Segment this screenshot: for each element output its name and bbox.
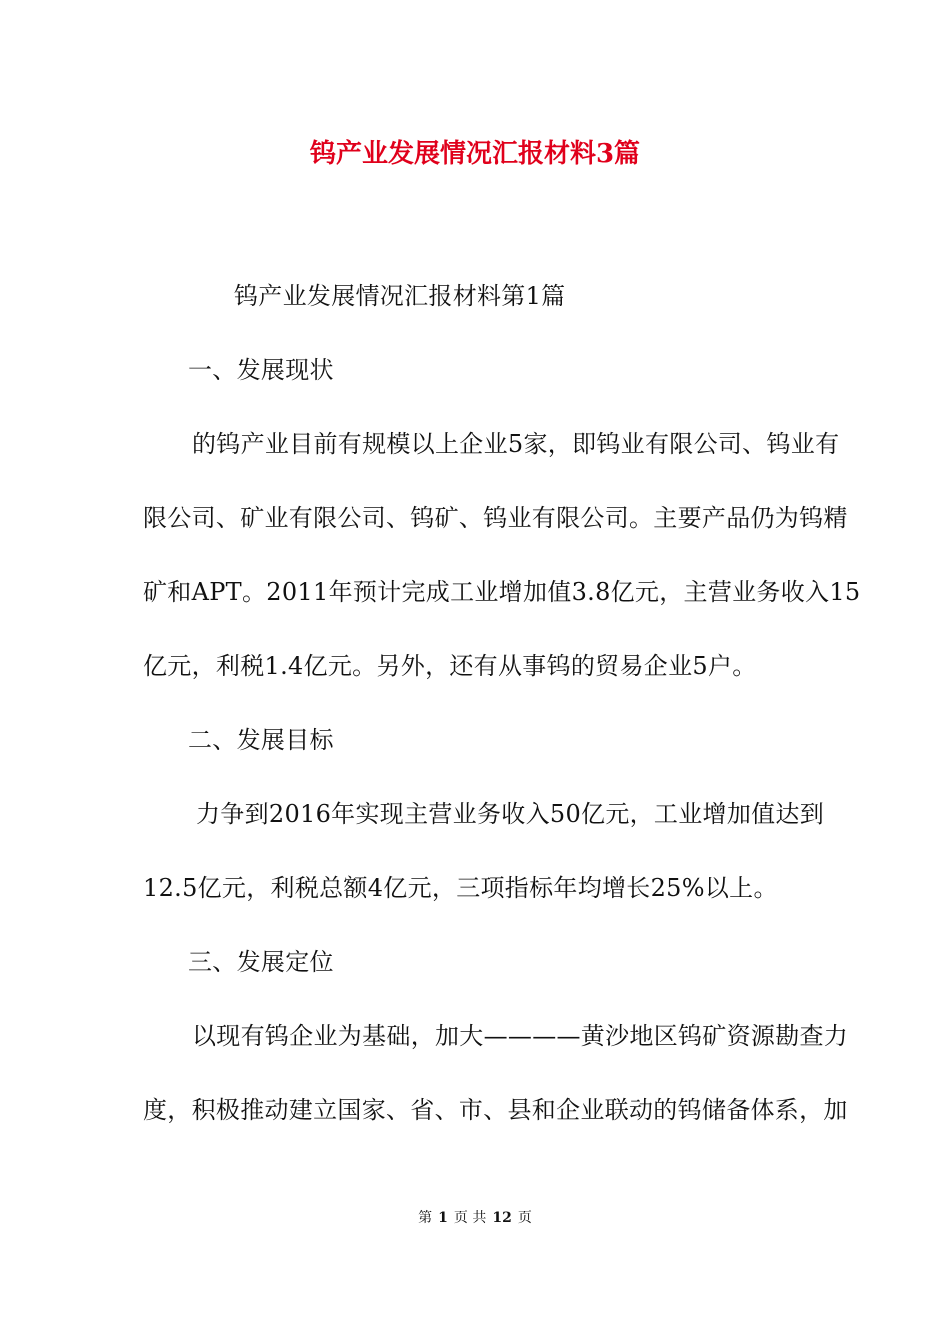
paragraph-line: 力争到2016年实现主营业务收入50亿元，工业增加值达到 [196, 800, 825, 828]
footer-total-pages: 12 [492, 1210, 512, 1226]
paragraph-line: 的钨产业目前有规模以上企业5家，即钨业有限公司、钨业有 [192, 430, 840, 458]
heading-current-status: 一、发展现状 [188, 356, 334, 384]
paragraph-line: 亿元，利税1.4亿元。另外，还有从事钨的贸易企业5户。 [143, 652, 757, 680]
heading-development-positioning: 三、发展定位 [188, 948, 334, 976]
footer-prefix: 第 [418, 1210, 433, 1226]
paragraph-line: 矿和APT。2011年预计完成工业增加值3.8亿元，主营业务收入15 [143, 578, 861, 606]
document-title: 钨产业发展情况汇报材料3篇 [309, 139, 641, 169]
paragraph-line: 12.5亿元，利税总额4亿元，三项指标年均增长25%以上。 [143, 874, 778, 902]
footer-suffix: 页 [517, 1210, 532, 1226]
footer-current-page: 1 [438, 1210, 448, 1226]
paragraph-line: 以现有钨企业为基础，加大————黄沙地区钨矿资源勘查力 [192, 1022, 849, 1050]
heading-development-goals: 二、发展目标 [188, 726, 334, 754]
page-footer [0, 1208, 950, 1228]
paragraph-line: 限公司、矿业有限公司、钨矿、钨业有限公司。主要产品仍为钨精 [143, 504, 848, 532]
section-subtitle: 钨产业发展情况汇报材料第1篇 [234, 282, 566, 310]
paragraph-line: 度，积极推动建立国家、省、市、县和企业联动的钨储备体系，加 [143, 1096, 848, 1124]
footer-middle: 页 共 [453, 1210, 487, 1226]
